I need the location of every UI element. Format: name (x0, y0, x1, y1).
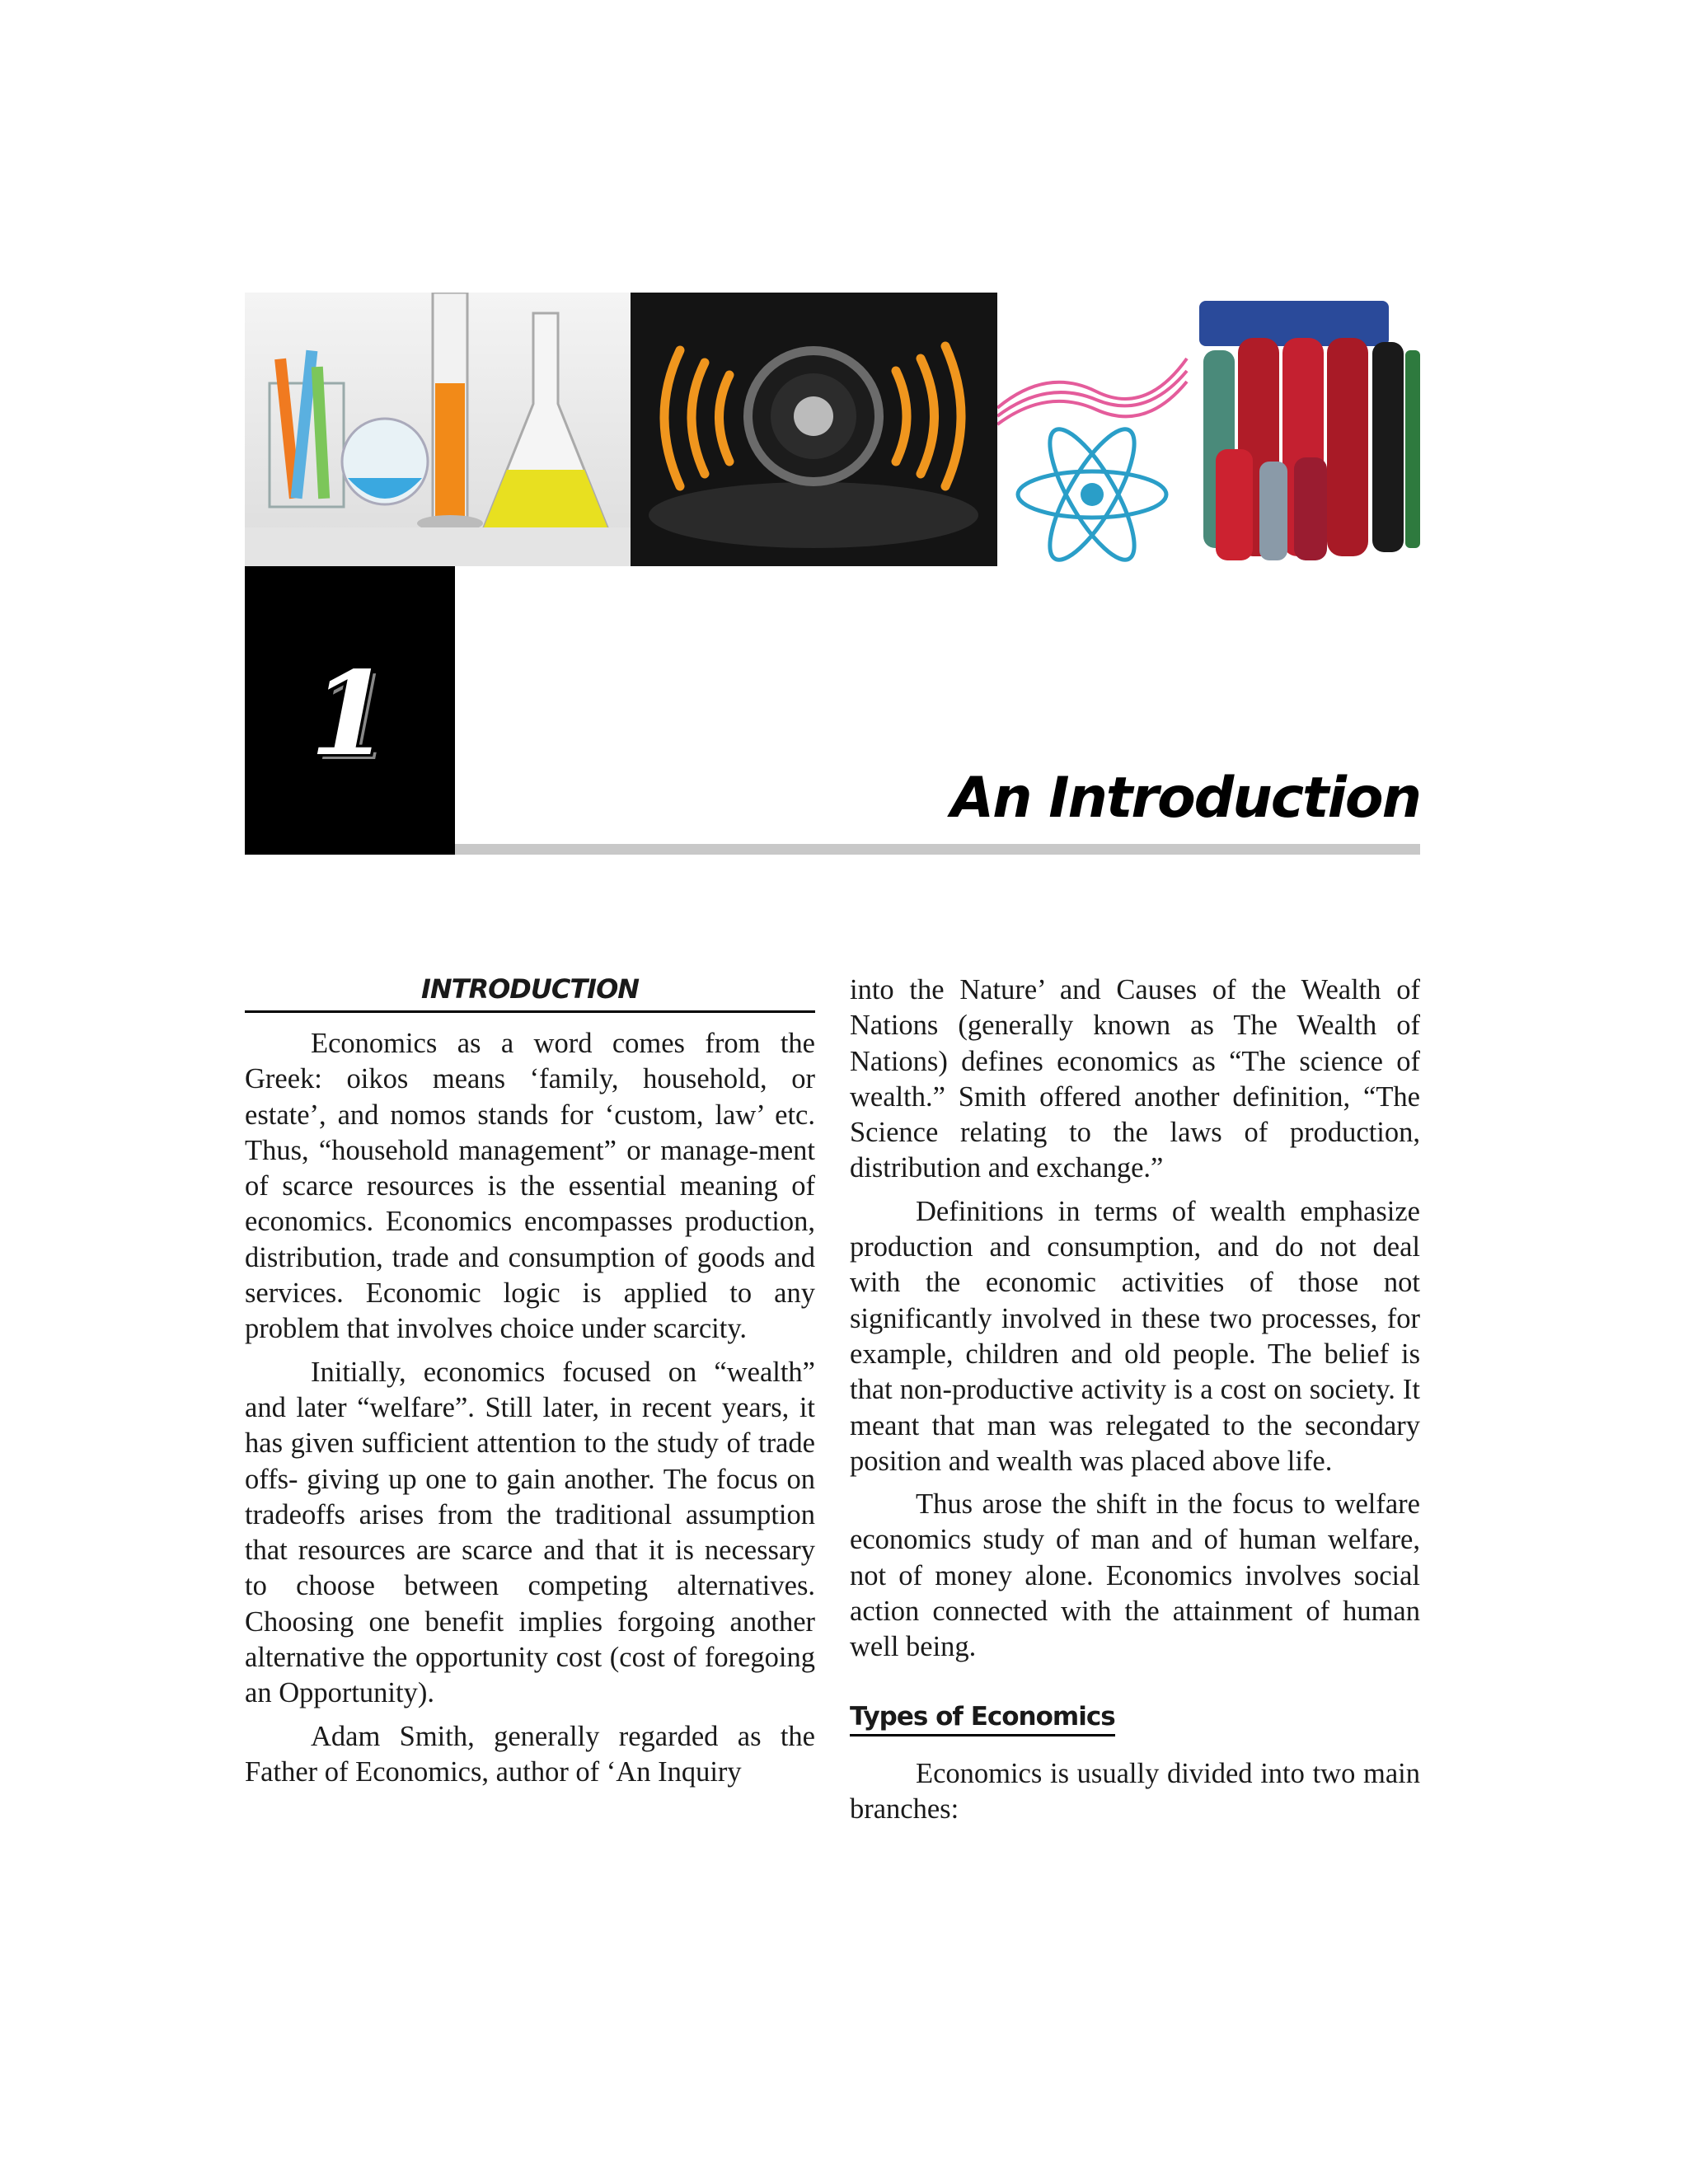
gas-cylinders-atom-image (997, 293, 1420, 566)
chapter-number-box (245, 566, 455, 855)
speaker-soundwave-image (631, 293, 997, 566)
paragraph: Economics is usually divided into two main branches: (850, 1757, 1420, 1825)
paragraph-continuation: into the Nature’ and Causes of the Wealth of Nations (generally known as The Wealth of Nations) defines economics as “The science of wealth.” Smith offered another definition, “The Science relating to the laws of production, distribution and exchange.” (850, 974, 1420, 1184)
chapter-title: An Introduction (950, 766, 1420, 831)
paragraph: Economics as a word comes from the Greek: oikos means ‘family, household, or estate’, and nomos stands for ‘custom, law’ etc. Thus, “household management” or manage-ment of scarce resources is the essential meaning of economics. Economics encompasses production, distribution, trade and consumption of goods and services. Economic logic is applied to any problem that involves choice under scarcity. (245, 1028, 815, 1345)
chapter-number: 1 (309, 647, 391, 782)
lab-glassware-image (245, 293, 631, 566)
right-column (850, 972, 1420, 1835)
section-heading: INTRODUCTION (245, 972, 815, 1013)
left-column (245, 972, 815, 1797)
paragraph: Initially, economics focused on “wealth” and later “welfare”. Still later, in recent years, it has given sufficient attention to the study of trade offs- giving up one to gain another. The focus on tradeoffs arises from the traditional assumption that resources are scarce and that it is necessary to choose between competing alternatives. Choosing one benefit implies forgoing another alternative the opportunity cost (cost of foregoing an Opportunity). (245, 1356, 815, 1709)
chapter-banner (245, 293, 1420, 566)
paragraph: Definitions in terms of wealth emphasize production and consumption, and do not deal with the economic activities of those not significantly involved in these two processes, for example, children and old people. The belief is that non-productive activity is a cost on society. It meant that man was relegated to the secondary position and wealth was placed above life. (850, 1195, 1420, 1477)
subsection-heading: Types of Economics (850, 1701, 1115, 1736)
paragraph: Adam Smith, generally regarded as the Father of Economics, author of ‘An Inquiry (245, 1720, 815, 1788)
paragraph: Thus arose the shift in the focus to welfare economics study of man and of human welfare, not of money alone. Economics involves social action connected with the attainment of human well being. (850, 1488, 1420, 1663)
chapter-title-rule (455, 844, 1420, 855)
